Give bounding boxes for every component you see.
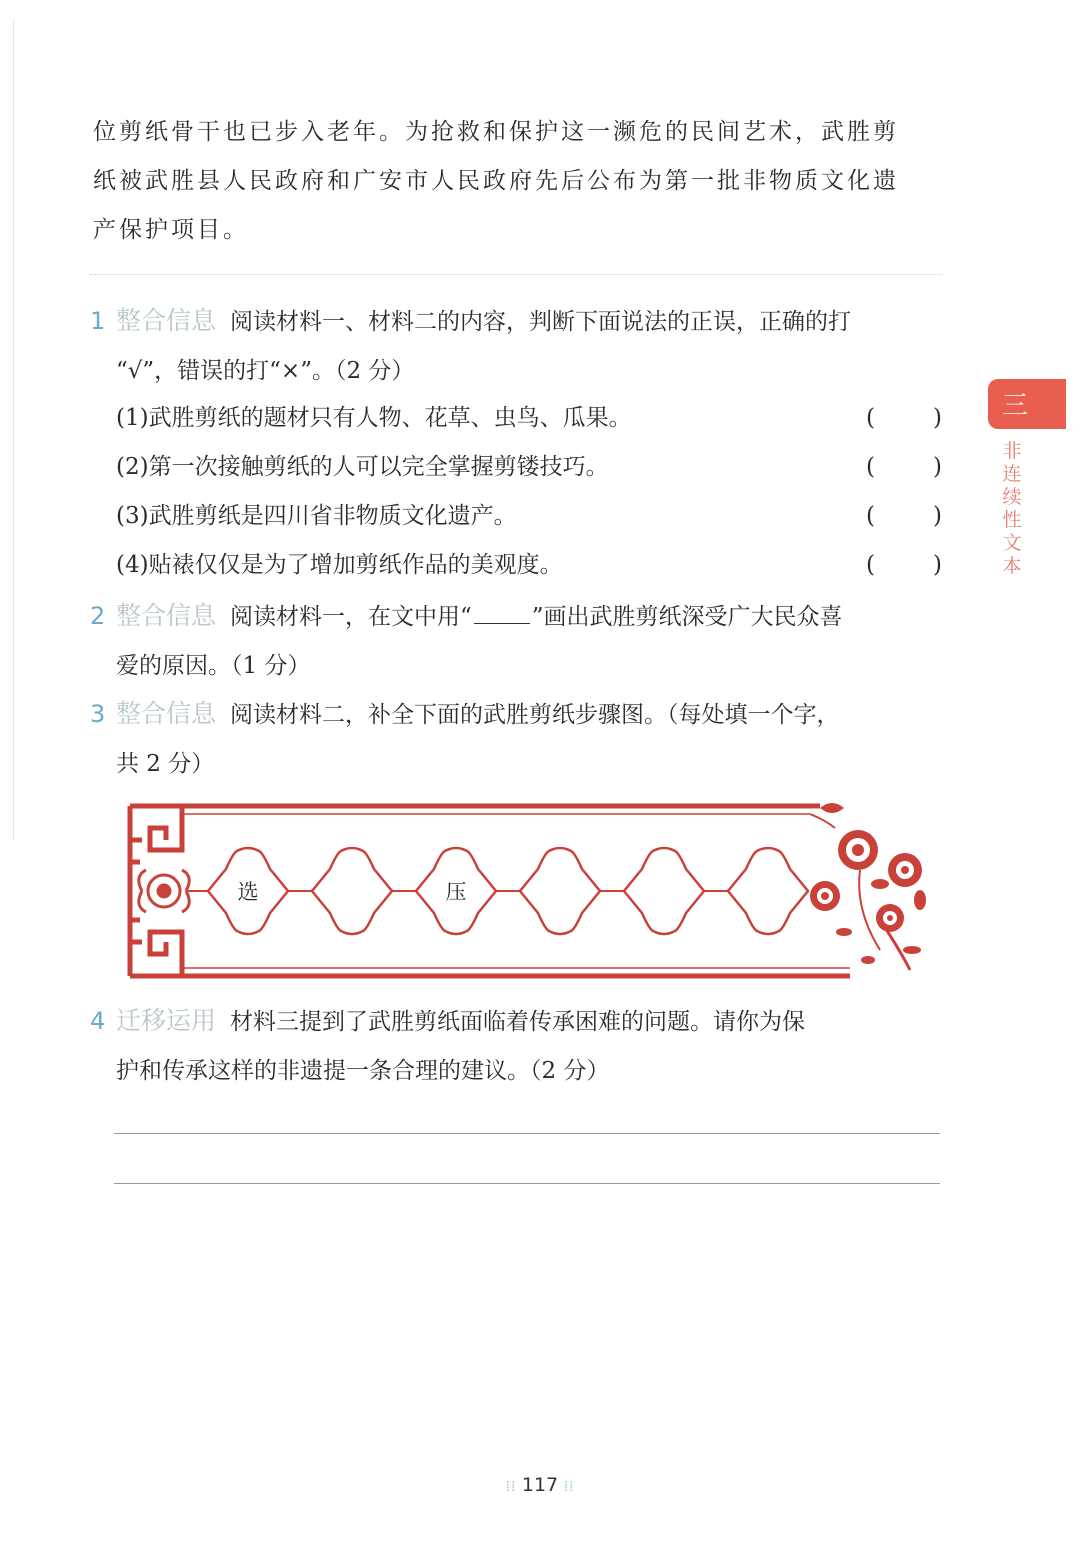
question-text-cont: “√”，错误的打“×”。（2 分） <box>116 358 415 384</box>
question-text: 阅读材料一、材料二的内容，判断下面说法的正误，正确的打 <box>230 309 852 335</box>
question-tag: 整合信息 <box>116 306 217 335</box>
question-text-cont: 共 2 分） <box>116 751 215 777</box>
fret-pattern-top <box>130 806 182 862</box>
step-shape <box>312 848 392 934</box>
step-box-3 <box>416 848 496 934</box>
question-1 <box>90 296 942 396</box>
paren-open: ( <box>866 405 875 431</box>
question-text: 阅读材料一，在文中用“ <box>230 604 472 630</box>
judge-item-3 <box>116 492 942 541</box>
fret-pattern-bottom <box>130 920 182 976</box>
step-box-5[interactable] <box>624 848 704 934</box>
judge-item-text: (1)武胜剪纸的题材只有人物、花草、虫鸟、瓜果。 <box>116 405 632 431</box>
step-box-2[interactable] <box>312 848 392 934</box>
paren-open: ( <box>866 503 875 529</box>
question-3 <box>90 689 942 789</box>
judge-item-4 <box>116 541 942 590</box>
step-box-6[interactable] <box>728 848 808 934</box>
step-shape <box>728 848 808 934</box>
papercut-steps-banner <box>120 800 930 985</box>
intro-line-1: 位剪纸骨干也已步入老年。为抢救和保护这一濒危的民间艺术，武胜剪 <box>93 119 899 145</box>
gutter-line <box>13 20 14 840</box>
question-tag: 整合信息 <box>116 699 217 728</box>
question-number: 4 <box>90 1007 106 1035</box>
judge-item-text: (2)第一次接触剪纸的人可以完全掌握剪镂技巧。 <box>116 454 609 480</box>
chapter-side-title <box>1000 440 1024 578</box>
side-char: 文 <box>1002 532 1022 554</box>
side-char: 非 <box>1002 440 1022 462</box>
section-divider <box>90 274 942 275</box>
question-text: 阅读材料二，补全下面的武胜剪纸步骤图。（每处填一个字， <box>230 702 840 728</box>
side-char: 本 <box>1002 555 1022 577</box>
question-text: 材料三提到了武胜剪纸面临着传承困难的问题。请你为保 <box>230 1009 806 1035</box>
side-char: 连 <box>1002 463 1022 485</box>
paren-open: ( <box>866 454 875 480</box>
side-char: 性 <box>1002 509 1022 531</box>
step-shape <box>624 848 704 934</box>
judge-item-2 <box>116 443 942 492</box>
judge-item-1 <box>116 394 942 443</box>
judge-item-text: (4)贴裱仅仅是为了增加剪纸作品的美观度。 <box>116 552 563 578</box>
page-deco-right: ⁞⁞ <box>558 1479 575 1495</box>
question-number: 1 <box>90 307 106 335</box>
answer-line-1[interactable] <box>114 1133 940 1134</box>
judge-item-text: (3)武胜剪纸是四川省非物质文化遗产。 <box>116 503 517 529</box>
paren-close: ) <box>933 503 942 529</box>
side-char: 续 <box>1002 486 1022 508</box>
question-number: 3 <box>90 700 106 728</box>
page-number: 117 <box>521 1474 559 1496</box>
answer-line-2[interactable] <box>114 1183 940 1184</box>
intro-line-2: 纸被武胜县人民政府和广安市人民政府先后公布为第一批非物质文化遗 <box>93 168 899 194</box>
question-tag: 迁移运用 <box>116 1006 217 1035</box>
question-2 <box>90 591 942 691</box>
chapter-tab-label: 三 <box>1002 391 1029 421</box>
underline-blank <box>474 601 530 624</box>
peony-ornament <box>810 803 926 970</box>
step-label: 压 <box>445 880 467 904</box>
left-flower-ornament <box>139 870 189 912</box>
question-tag: 整合信息 <box>116 601 217 630</box>
page-deco-left: ⁞⁞ <box>505 1479 522 1495</box>
question-text-cont: 护和传承这样的非遗提一条合理的建议。（2 分） <box>116 1058 610 1084</box>
step-box-1 <box>208 848 288 934</box>
chapter-tab[interactable] <box>988 379 1066 429</box>
step-label: 选 <box>237 880 259 904</box>
question-text-post: ”画出武胜剪纸深受广大民众喜 <box>531 604 843 630</box>
question-number: 2 <box>90 602 106 630</box>
intro-line-3: 产保护项目。 <box>93 217 249 243</box>
paren-close: ) <box>933 454 942 480</box>
question-4 <box>90 996 942 1096</box>
paren-close: ) <box>933 405 942 431</box>
step-box-4[interactable] <box>520 848 600 934</box>
step-shape <box>520 848 600 934</box>
paren-close: ) <box>933 552 942 578</box>
question-text-cont: 爱的原因。（1 分） <box>116 653 311 679</box>
page-number-footer <box>0 1474 1080 1496</box>
paren-open: ( <box>866 552 875 578</box>
